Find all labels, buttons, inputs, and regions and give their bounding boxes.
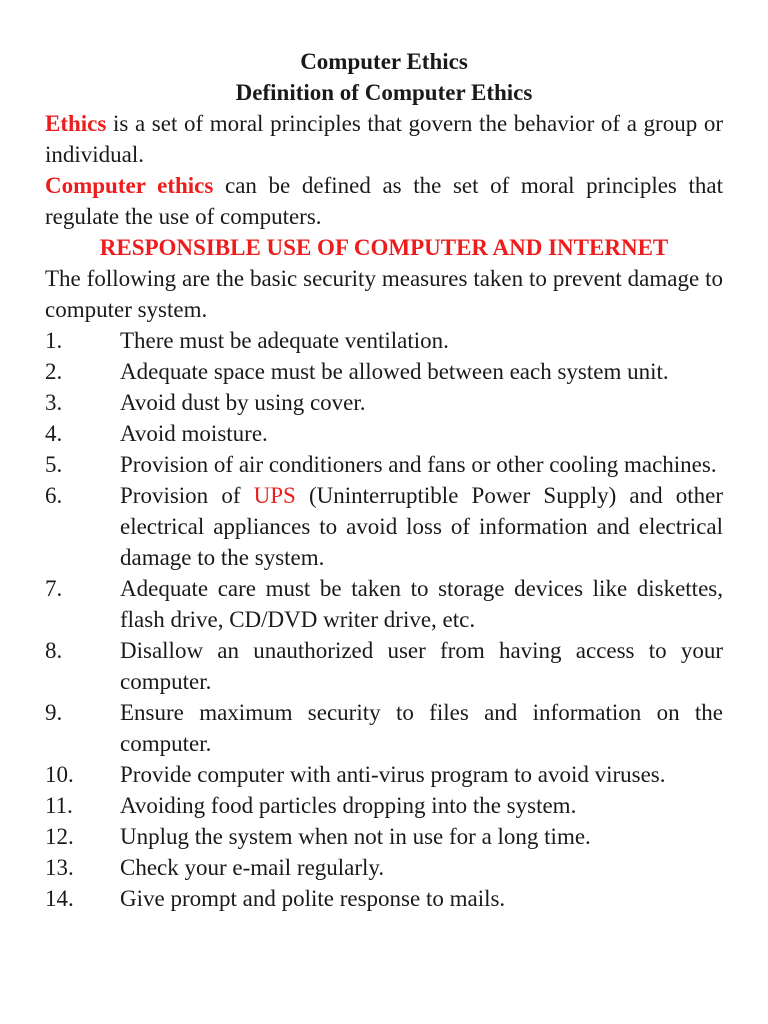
list-number: 11. — [45, 793, 73, 818]
list-text: Avoid dust by using cover. — [120, 390, 366, 415]
list-item — [45, 418, 723, 449]
list-number: 5. — [45, 452, 63, 477]
list-item — [45, 480, 723, 573]
list-number: 6. — [45, 483, 63, 508]
list-text: Avoid moisture. — [120, 421, 268, 446]
ups-highlight: UPS — [253, 483, 296, 508]
list-text-post: (Uninterruptible Power Supply) and other electrical appliances to avoid loss of information and electrical damage to the system. — [120, 483, 724, 570]
list-text: There must be adequate ventilation. — [120, 328, 449, 353]
list-text: Ensure maximum security to files and information on the computer. — [120, 700, 723, 756]
list-text: Give prompt and polite response to mails. — [120, 886, 506, 911]
list-item — [45, 449, 723, 480]
list-item — [45, 573, 723, 635]
list-text: Avoiding food particles dropping into the system. — [120, 793, 577, 818]
list-number: 9. — [45, 700, 63, 725]
list-number: 10. — [45, 762, 74, 787]
list-number: 4. — [45, 421, 63, 446]
list-number: 12. — [45, 824, 74, 849]
list-number: 8. — [45, 638, 63, 663]
definition-computer-ethics-text: can be defined as the set of moral principles that regulate the use of computers. — [45, 173, 723, 229]
list-item — [45, 325, 723, 356]
list-item — [45, 759, 723, 790]
list-text: Unplug the system when not in use for a long time. — [120, 824, 591, 849]
list-item — [45, 821, 723, 852]
term-computer-ethics: Computer ethics — [45, 173, 214, 198]
document-subtitle: Definition of Computer Ethics — [235, 80, 533, 105]
list-item — [45, 883, 723, 914]
list-text: Provide computer with anti-virus program to avoid viruses. — [120, 762, 666, 787]
security-measures-list — [45, 325, 723, 914]
definition-ethics-text: is a set of moral principles that govern the behavior of a group or individual. — [45, 111, 723, 167]
definition-computer-ethics — [45, 170, 723, 232]
list-text: Check your e-mail regularly. — [120, 855, 385, 880]
list-item — [45, 697, 723, 759]
list-text — [120, 480, 723, 573]
list-number: 7. — [45, 576, 63, 601]
list-text: Adequate care must be taken to storage devices like diskettes, flash drive, CD/DVD writer drive, etc. — [120, 576, 723, 632]
list-text: Disallow an unauthorized user from having access to your computer. — [120, 638, 723, 694]
definition-ethics — [45, 108, 723, 170]
intro-paragraph: The following are the basic security measures taken to prevent damage to computer system. — [45, 266, 723, 322]
list-number: 1. — [45, 328, 63, 353]
list-number: 3. — [45, 390, 63, 415]
list-number: 2. — [45, 359, 63, 384]
list-number: 13. — [45, 855, 74, 880]
list-item — [45, 635, 723, 697]
list-text-pre: Provision of — [120, 483, 254, 508]
document-title: Computer Ethics — [300, 49, 468, 74]
list-item — [45, 852, 723, 883]
list-text: Provision of air conditioners and fans or other cooling machines. — [120, 452, 717, 477]
list-number: 14. — [45, 886, 74, 911]
term-ethics: Ethics — [45, 111, 107, 136]
section-heading: RESPONSIBLE USE OF COMPUTER AND INTERNET — [99, 235, 669, 260]
list-item — [45, 356, 723, 387]
list-text: Adequate space must be allowed between each system unit. — [120, 359, 669, 384]
list-item — [45, 387, 723, 418]
list-item — [45, 790, 723, 821]
